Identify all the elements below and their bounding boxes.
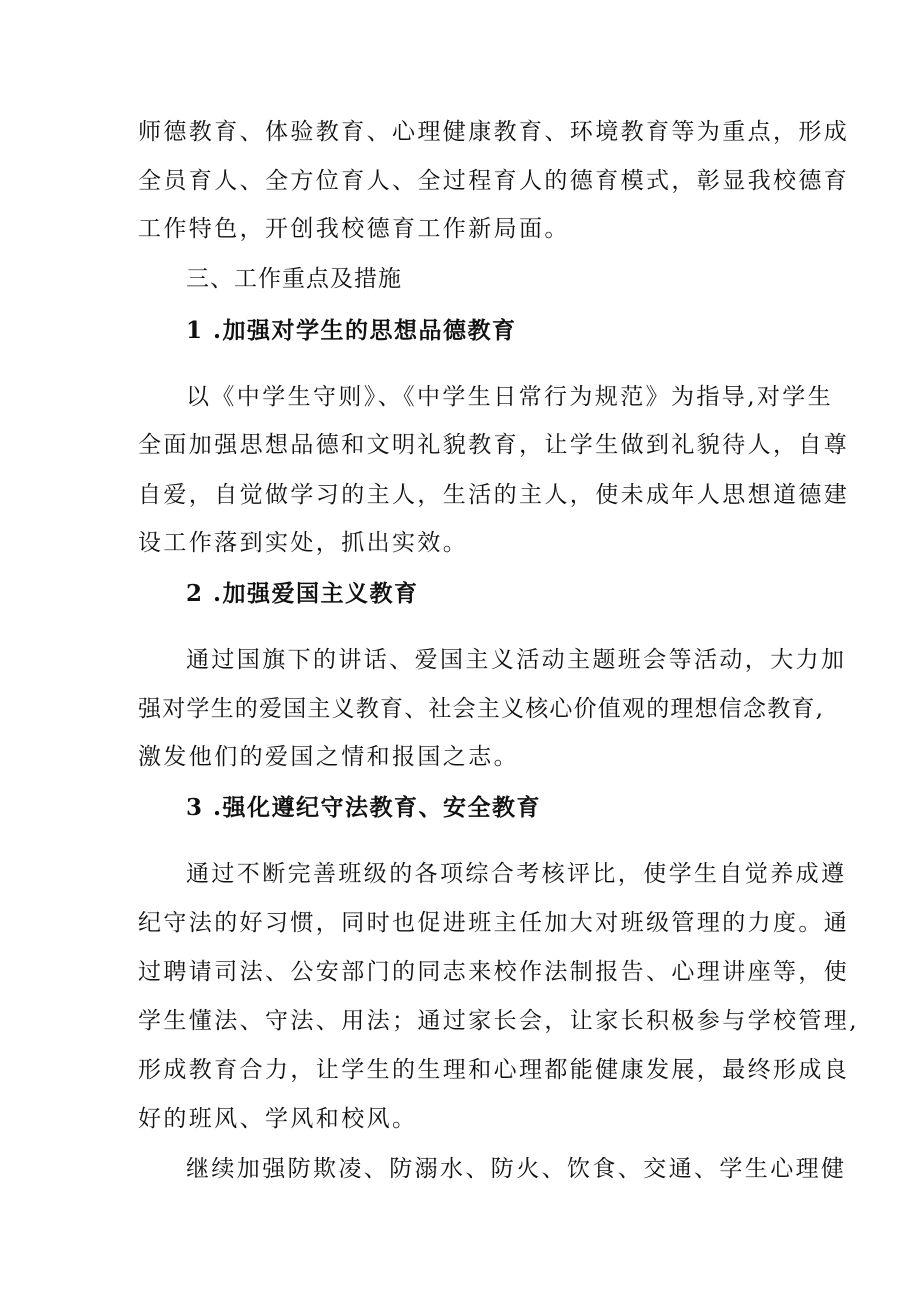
paragraph-line: 以《中学生守则》、《中学生日常行为规范》为指导,对学生 bbox=[186, 384, 834, 410]
paragraph-line: 设工作落到实处，抓出实效。 bbox=[138, 530, 469, 556]
item-heading: 1 .加强对学生的思想品德教育 bbox=[186, 317, 517, 344]
paragraph-line: 好的班风、学风和校风。 bbox=[138, 1106, 418, 1132]
section-heading: 三、工作重点及措施 bbox=[186, 266, 402, 292]
paragraph-line: 通过国旗下的讲话、爱国主义活动主题班会等活动，大力加 bbox=[186, 647, 847, 673]
paragraph-line: 纪守法的好习惯，同时也促进班主任加大对班级管理的力度。通 bbox=[138, 910, 850, 936]
paragraph-line: 全员育人、全方位育人、全过程育人的德育模式，彰显我校德育 bbox=[138, 168, 850, 194]
paragraph-line: 激发他们的爱国之情和报国之志。 bbox=[138, 744, 519, 770]
paragraph-line: 继续加强防欺凌、防溺水、防火、饮食、交通、学生心理健 bbox=[186, 1156, 847, 1182]
paragraph-line: 学生懂法、守法、用法；通过家长会，让家长积极参与学校管理, bbox=[138, 1008, 859, 1034]
paragraph-line: 自爱，自觉做学习的主人，生活的主人，使未成年人思想道德建 bbox=[138, 482, 850, 508]
paragraph-line: 全面加强思想品德和文明礼貌教育，让学生做到礼貌待人，自尊 bbox=[138, 432, 850, 458]
paragraph-line: 强对学生的爱国主义教育、社会主义核心价值观的理想信念教育, bbox=[138, 696, 825, 722]
item-heading: 3 .强化遵纪守法教育、安全教育 bbox=[186, 794, 542, 821]
paragraph-line: 通过不断完善班级的各项综合考核评比，使学生自觉养成遵 bbox=[186, 861, 847, 887]
paragraph-line: 过聘请司法、公安部门的同志来校作法制报告、心理讲座等，使 bbox=[138, 959, 850, 985]
paragraph-line: 工作特色，开创我校德育工作新局面。 bbox=[138, 216, 570, 242]
paragraph-line: 师德教育、体验教育、心理健康教育、环境教育等为重点，形成 bbox=[138, 119, 850, 145]
paragraph-line: 形成教育合力，让学生的生理和心理都能健康发展，最终形成良 bbox=[138, 1057, 850, 1083]
item-heading: 2 .加强爱国主义教育 bbox=[186, 580, 419, 607]
